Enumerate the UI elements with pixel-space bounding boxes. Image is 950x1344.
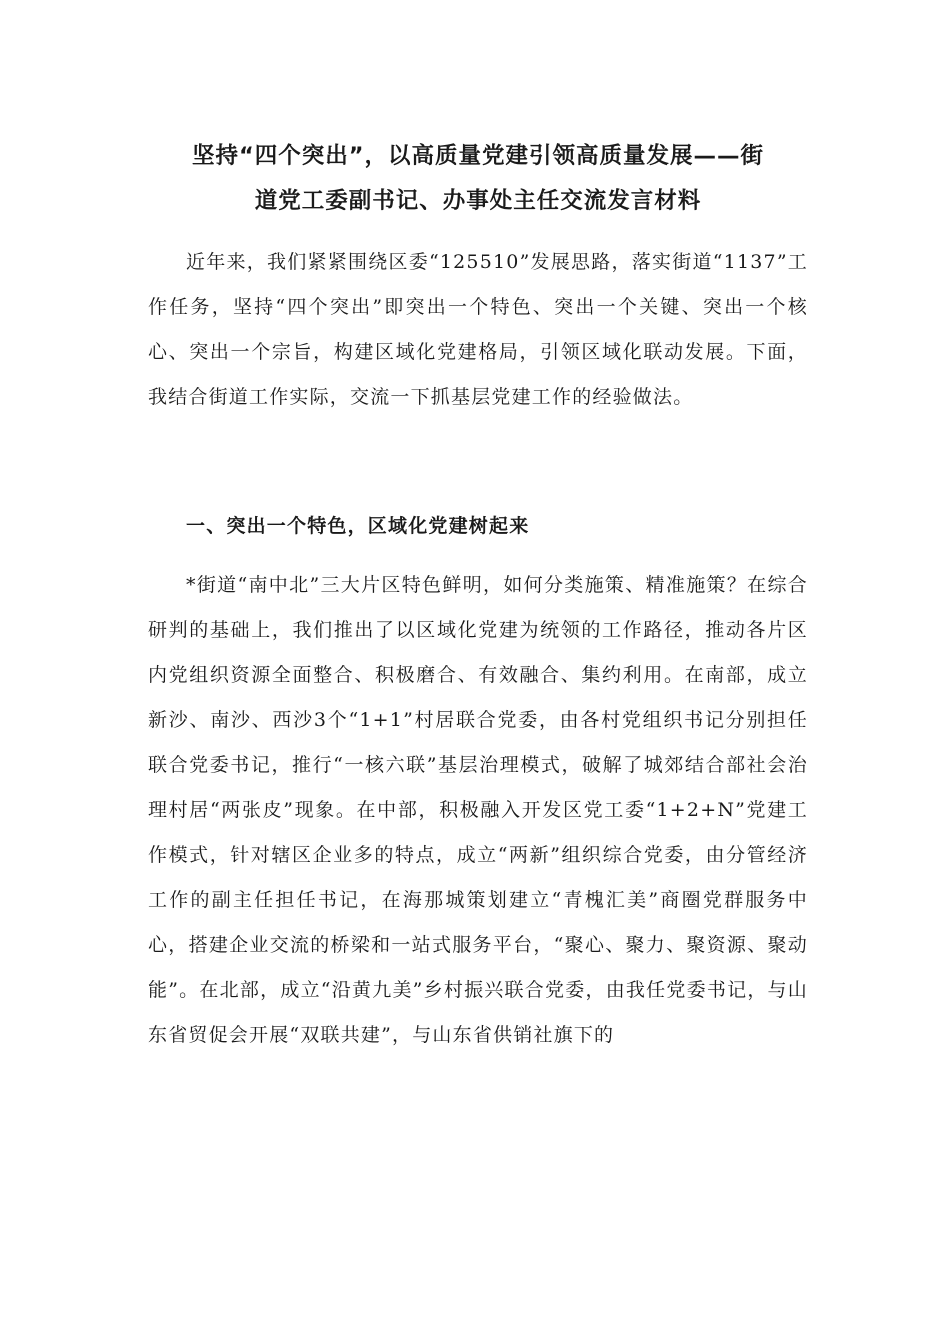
document-title	[148, 134, 808, 224]
section-heading-1: 一、突出一个特色，区域化党建树起来	[186, 515, 530, 537]
section-1-paragraph: *街道“南中北”三大片区特色鲜明，如何分类施策、精准施策？在综合研判的基础上，我们推出了以区域化党建为统领的工作路径，推动各片区内党组织资源全面整合、积极磨合、有效融合、集约利用。在南部，成立新沙、南沙、西沙3个“1+1”村居联合党委，由各村党组织书记分别担任联合党委书记，推行“一核六联”基层治理模式，破解了城郊结合部社会治理村居“两张皮”现象。在中部，积极融入开发区党工委“1+2+N”党建工作模式，针对辖区企业多的特点，成立“两新”组织综合党委，由分管经济工作的副主任担任书记，在海那城策划建立“青槐汇美”商圈党群服务中心，搭建企业交流的桥梁和一站式服务平台，“聚心、聚力、聚资源、聚动能”。在北部，成立“沿黄九美”乡村振兴联合党委，由我任党委书记，与山东省贸促会开展“双联共建”，与山东省供销社旗下的	[148, 574, 808, 1046]
intro-paragraph: 近年来，我们紧紧围绕区委“125510”发展思路，落实街道“1137”工作任务，坚持“四个突出”即突出一个特色、突出一个关键、突出一个核心、突出一个宗旨，构建区域化党建格局，引领区域化联动发展。下面，我结合街道工作实际，交流一下抓基层党建工作的经验做法。	[148, 251, 808, 408]
title-line-2: 道党工委副书记、办事处主任交流发言材料	[254, 188, 702, 214]
title-line-1: 坚持“四个突出”，以高质量党建引领高质量发展——街	[191, 143, 765, 169]
